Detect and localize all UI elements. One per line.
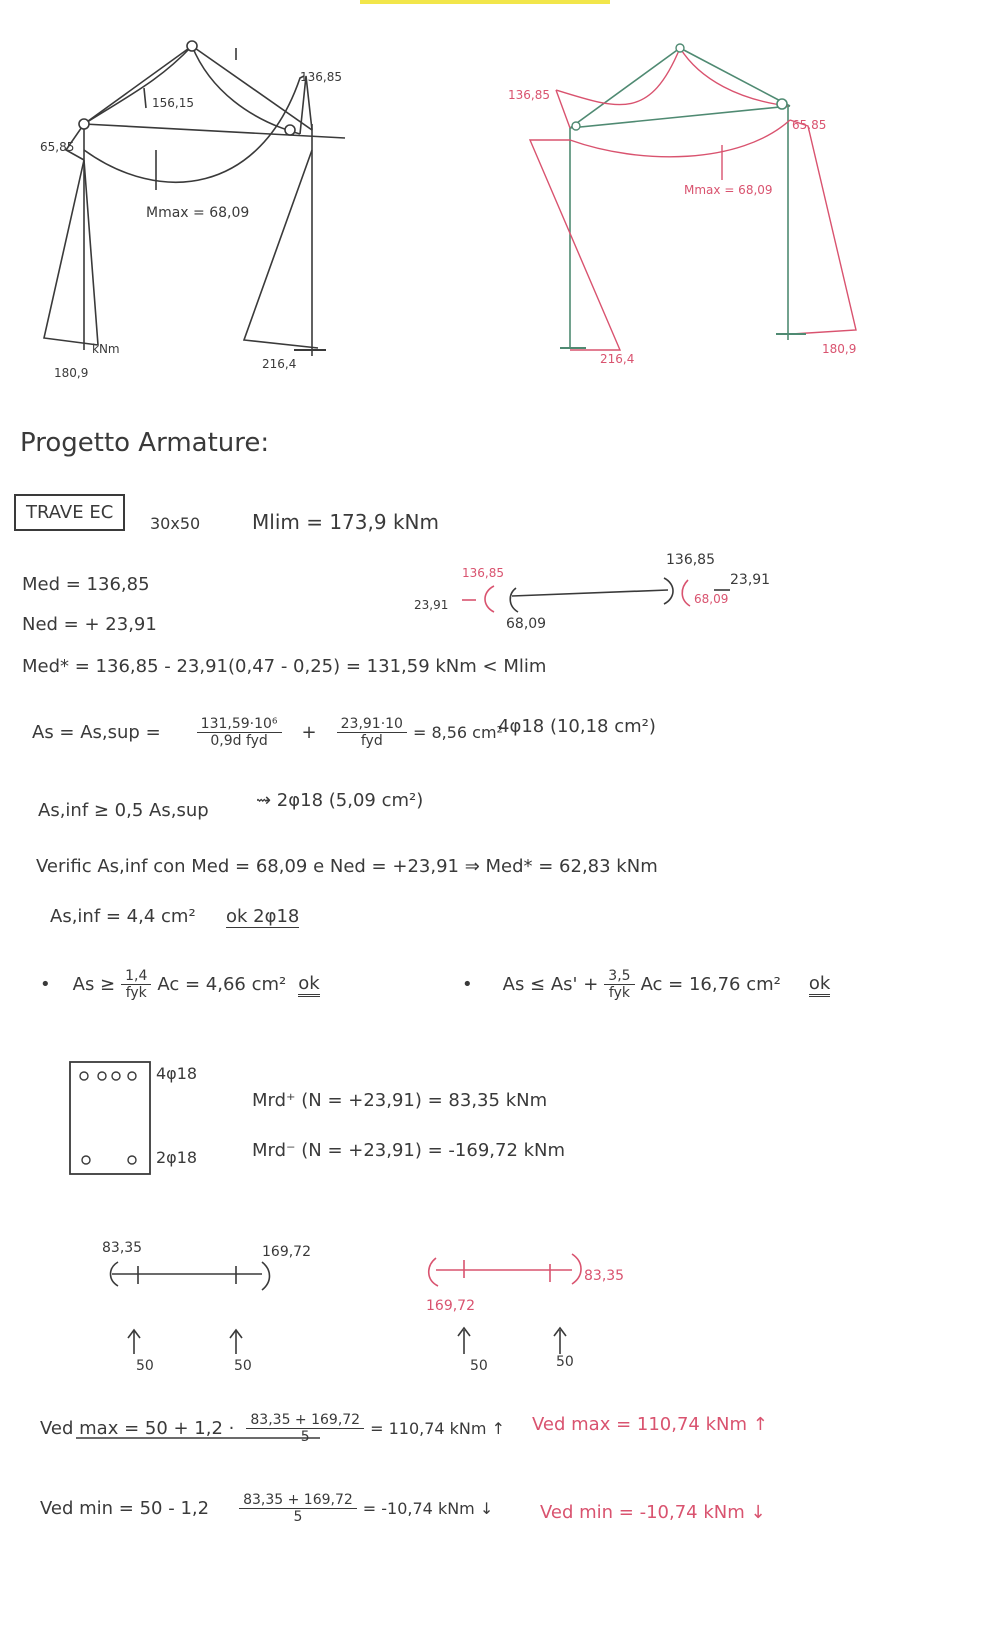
as-frac-1-den: 0,9d fyd: [210, 733, 268, 749]
as-plus: +: [301, 722, 317, 743]
red-right-moment: [572, 1254, 581, 1284]
check1-rhs: Ac = 4,66 cm²: [157, 974, 287, 995]
shear-right-v-left: 50: [470, 1358, 488, 1374]
as-frac-2-den: fyd: [360, 733, 383, 749]
shear-right-v-right: 50: [556, 1354, 574, 1370]
check2-ok: ok: [809, 973, 830, 997]
med-star: Med* = 136,85 - 23,91(0,47 - 0,25) = 131,59 kNm < Mlim: [22, 656, 547, 677]
vedmin-num: 83,35 + 169,72: [239, 1492, 357, 1509]
shear-right-m-right: 83,35: [584, 1268, 625, 1284]
vedmin-rhs: = -10,74 kNm ↓: [362, 1499, 494, 1518]
vedmax-num: 83,35 + 169,72: [246, 1412, 364, 1429]
as-frac-1-num: 131,59·10⁶: [197, 716, 282, 733]
vedmax-red: Ved max = 110,74 kNm ↑: [532, 1414, 768, 1435]
check2-den: fyk: [608, 985, 630, 1001]
mrd-minus: Mrd⁻ (N = +23,91) = -169,72 kNm: [252, 1140, 566, 1161]
check1-den: fyk: [125, 985, 147, 1001]
check1-bullet: •: [40, 974, 51, 995]
shear-right-moment-arrow: [262, 1262, 270, 1290]
left-mid-value: 156,15: [152, 96, 194, 110]
asinf-ok: ok 2φ18: [226, 906, 300, 927]
vedmin-den: 5: [293, 1509, 303, 1525]
check1-num: 1,4: [121, 968, 151, 985]
section-bottom-bars: 2φ18: [156, 1148, 198, 1167]
vedmax-frac: [246, 1412, 364, 1445]
med: Med = 136,85: [22, 574, 150, 595]
check2-lhs: As ≤ As' +: [502, 974, 599, 995]
as-result: = 8,56 cm²: [412, 723, 503, 742]
vedmin-lhs: Ved min = 50 - 1,2: [40, 1498, 210, 1519]
left-base-left: 180,9: [54, 366, 89, 380]
vedmin-red: Ved min = -10,74 kNm ↓: [540, 1502, 766, 1523]
vedmax-line: [40, 1412, 505, 1445]
right-base-left: 216,4: [600, 352, 635, 366]
as-choice: 4φ18 (10,18 cm²): [498, 716, 656, 737]
right-base-right: 180,9: [822, 342, 857, 356]
check2-num: 3,5: [604, 968, 634, 985]
vedmin-frac: [239, 1492, 357, 1525]
check1-lhs: As ≥: [72, 974, 116, 995]
sketch-left-red: 136,85: [462, 566, 504, 580]
as-formula-lhs: As = As,sup =: [32, 722, 161, 743]
sketch-right-axial: 23,91: [730, 572, 771, 588]
check2-bullet: •: [462, 974, 473, 995]
left-base-left-unit: kNm: [92, 342, 120, 356]
asinf-rule: As,inf ≥ 0,5 As,sup: [38, 800, 209, 821]
shear-right-m-left: 169,72: [426, 1298, 475, 1314]
section-title: Progetto Armature:: [20, 428, 270, 458]
left-node-value: 65,85: [40, 140, 75, 154]
check1-ok: ok: [298, 973, 319, 997]
vedmax-rhs: = 110,74 kNm ↑: [370, 1419, 505, 1438]
shear-left-v-right: 50: [234, 1358, 252, 1374]
asinf-choice: ⇝ 2φ18 (5,09 cm²): [256, 790, 424, 811]
shear-left-v-left: 50: [136, 1358, 154, 1374]
left-base-right: 216,4: [262, 357, 297, 371]
right-node-value: 65,85: [792, 118, 827, 132]
beam-size: 30x50: [150, 514, 201, 533]
asinf-result: As,inf = 4,4 cm²: [50, 906, 196, 927]
verific-line: Verific As,inf con Med = 68,09 e Ned = +23,91 ⇒ Med* = 62,83 kNm: [36, 856, 658, 877]
beam-label-box: TRAVE EC: [14, 494, 125, 531]
sketch-right-top: 136,85: [666, 552, 715, 568]
as-frac-2-num: 23,91·10: [337, 716, 407, 733]
sketch-right-red: 68,09: [694, 592, 729, 606]
mrd-plus: Mrd⁺ (N = +23,91) = 83,35 kNm: [252, 1090, 548, 1111]
sketch-left-axial: 23,91: [414, 598, 449, 612]
ned: Ned = + 23,91: [22, 614, 157, 635]
shear-left-m-right: 169,72: [262, 1244, 311, 1260]
vedmin-line: [40, 1492, 493, 1525]
right-mmax-label: Mmax = 68,09: [684, 183, 773, 197]
check2-rhs: Ac = 16,76 cm²: [640, 974, 781, 995]
sketch-left-black: 68,09: [506, 616, 547, 632]
red-left-moment: [429, 1258, 438, 1286]
shear-left-m-left: 83,35: [102, 1240, 143, 1256]
vedmax-den: 5: [300, 1429, 310, 1445]
left-mmax-label: Mmax = 68,09: [146, 205, 250, 221]
vedmax-lhs: Ved max = 50 + 1,2 ·: [40, 1418, 235, 1439]
left-top-value: 136,85: [300, 70, 342, 84]
mlim: Mlim = 173,9 kNm: [252, 510, 439, 534]
section-top-bars: 4φ18: [156, 1064, 198, 1083]
right-top-value: 136,85: [508, 88, 550, 102]
